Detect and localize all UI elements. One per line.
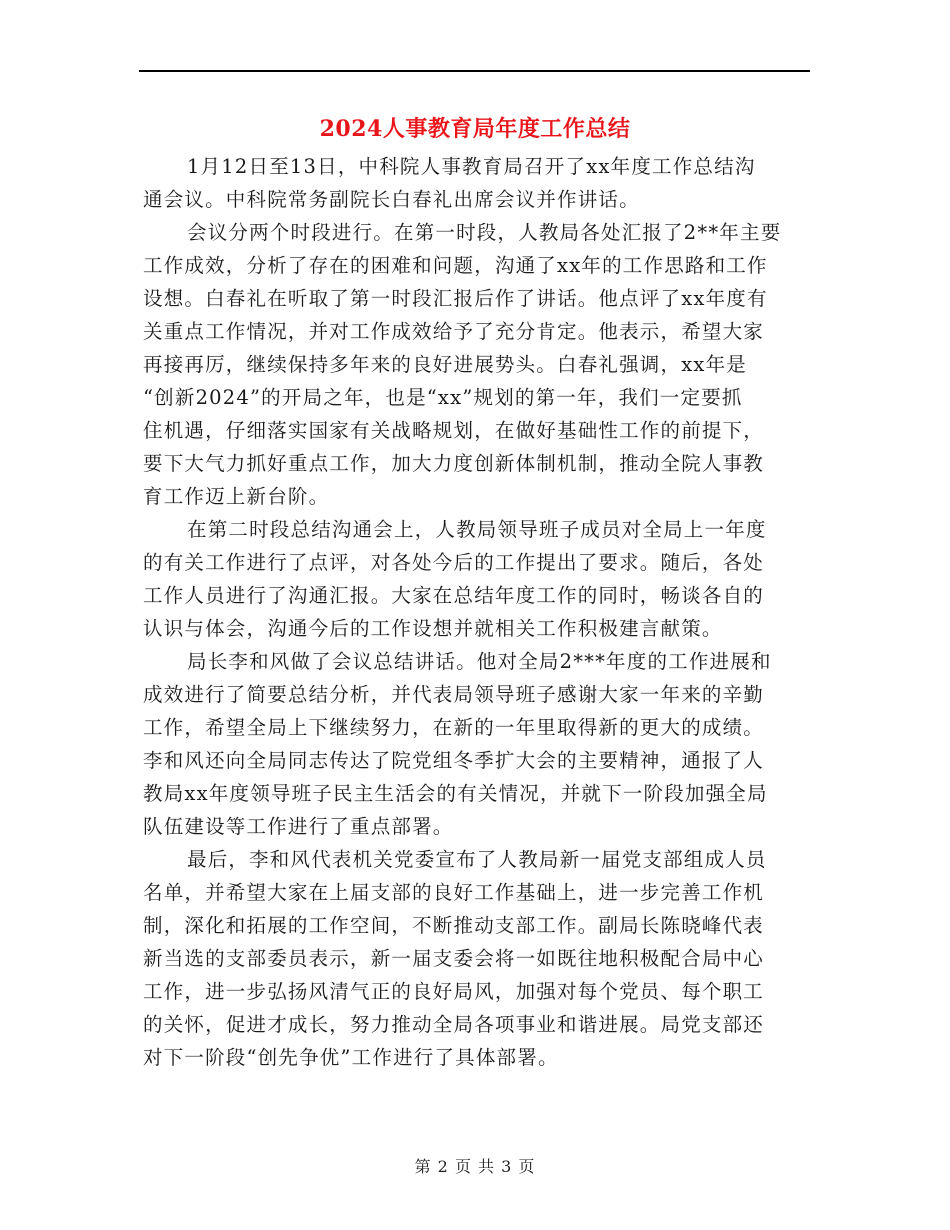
paragraph-line: 工作，进一步弘扬风清气正的良好局风，加强对每个党员、每个职工 xyxy=(143,980,765,1003)
paragraph-line: 设想。白春礼在听取了第一时段汇报后作了讲话。他点评了xx年度有 xyxy=(143,287,768,310)
paragraph-line: 再接再厉，继续保持多年来的良好进展势头。白春礼强调，xx年是 xyxy=(143,353,747,376)
paragraph-line: 队伍建设等工作进行了重点部署。 xyxy=(143,815,454,838)
paragraph-line: 对下一阶段“创先争优”工作进行了具体部署。 xyxy=(143,1046,559,1069)
paragraph-line: 工作成效，分析了存在的困难和问题，沟通了xx年的工作思路和工作 xyxy=(143,254,768,277)
document-title: 2024人事教育局年度工作总结 xyxy=(319,116,631,142)
paragraph-line: 住机遇，仔细落实国家有关战略规划，在做好基础性工作的前提下， xyxy=(143,419,765,442)
paragraph-line: 关重点工作情况，并对工作成效给予了充分肯定。他表示，希望大家 xyxy=(143,320,765,343)
paragraph-line: 1月12日至13日，中科院人事教育局召开了xx年度工作总结沟 xyxy=(187,155,756,178)
paragraph-line: 育工作迈上新台阶。 xyxy=(143,485,330,508)
paragraph-line: 会议分两个时段进行。在第一时段，人教局各处汇报了2**年主要 xyxy=(187,221,782,244)
paragraph-line: 教局xx年度领导班子民主生活会的有关情况，并就下一阶段加强全局 xyxy=(143,782,768,805)
header-rule xyxy=(139,70,810,72)
paragraph-line: 局长李和风做了会议总结讲话。他对全局2***年度的工作进展和 xyxy=(187,650,772,673)
paragraph-line: 要下大气力抓好重点工作，加大力度创新体制机制，推动全院人事教 xyxy=(143,452,765,475)
paragraph-line: 工作，希望全局上下继续努力，在新的一年里取得新的更大的成绩。 xyxy=(143,716,765,739)
paragraph-line: 新当选的支部委员表示，新一届支委会将一如既往地积极配合局中心 xyxy=(143,947,765,970)
paragraph-line: 通会议。中科院常务副院长白春礼出席会议并作讲话。 xyxy=(143,188,640,211)
paragraph-line: 在第二时段总结沟通会上，人教局领导班子成员对全局上一年度 xyxy=(187,518,767,541)
page-number-footer: 第 2 页 共 3 页 xyxy=(414,1157,536,1176)
paragraph-line: 成效进行了简要总结分析，并代表局领导班子感谢大家一年来的辛勤 xyxy=(143,683,765,706)
paragraph-line: 最后，李和风代表机关党委宣布了人教局新一届党支部组成人员 xyxy=(187,848,767,871)
paragraph-line: 李和风还向全局同志传达了院党组冬季扩大会的主要精神，通报了人 xyxy=(143,749,765,772)
paragraph-line: “创新2024”的开局之年，也是“xx”规划的第一年，我们一定要抓 xyxy=(143,386,743,409)
paragraph-line: 名单，并希望大家在上届支部的良好工作基础上，进一步完善工作机 xyxy=(143,881,765,904)
paragraph-line: 的有关工作进行了点评，对各处今后的工作提出了要求。随后，各处 xyxy=(143,551,765,574)
paragraph-line: 制，深化和拓展的工作空间，不断推动支部工作。副局长陈晓峰代表 xyxy=(143,914,765,937)
paragraph-line: 的关怀，促进才成长，努力推动全局各项事业和谐进展。局党支部还 xyxy=(143,1013,765,1036)
paragraph-line: 工作人员进行了沟通汇报。大家在总结年度工作的同时，畅谈各自的 xyxy=(143,584,765,607)
paragraph-line: 认识与体会，沟通今后的工作设想并就相关工作积极建言献策。 xyxy=(143,617,723,640)
